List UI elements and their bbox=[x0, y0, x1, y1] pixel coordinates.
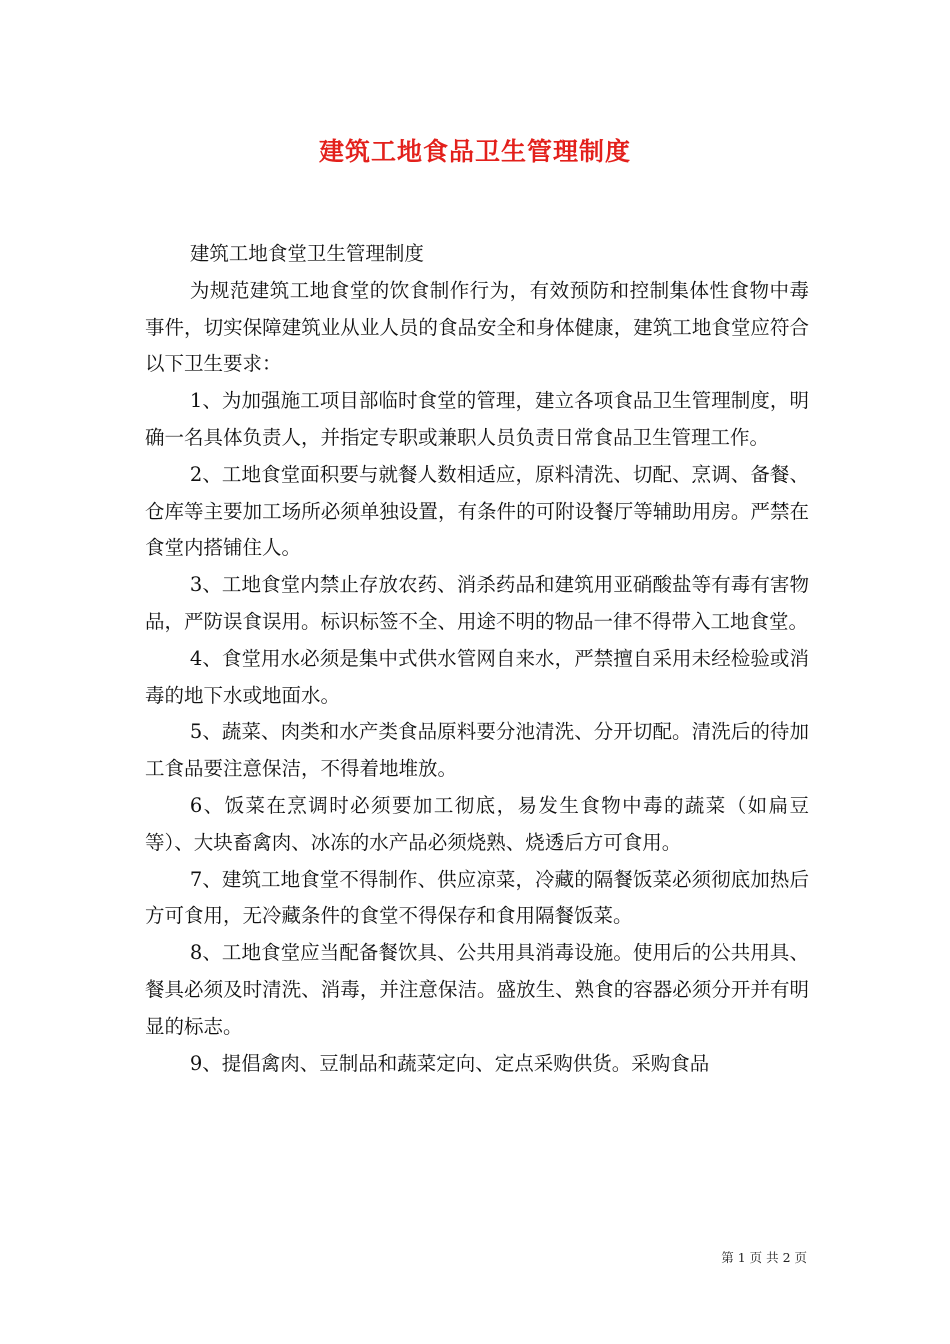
rule-item-9: 9、提倡禽肉、豆制品和蔬菜定向、定点采购供货。采购食品 bbox=[189, 1051, 710, 1075]
rule-item-3: 3、工地食堂内禁止存放农药、消杀药品和建筑用亚硝酸盐等有毒有害物品，严防误食误用。标识标签不全、用途不明的物品一律不得带入工地食堂。 bbox=[145, 573, 809, 633]
document-subtitle: 建筑工地食堂卫生管理制度 bbox=[189, 242, 424, 265]
document-body bbox=[145, 236, 809, 1082]
rule-item-6: 6、饭菜在烹调时必须要加工彻底，易发生食物中毒的蔬菜（如扁豆等）、大块畜禽肉、冰冻的水产品必须烧熟、烧透后方可食用。 bbox=[145, 793, 809, 854]
document-title: 建筑工地食品卫生管理制度 bbox=[318, 137, 631, 166]
rule-item-4: 4、食堂用水必须是集中式供水管网自来水，严禁擅自采用未经检验或消毒的地下水或地面水。 bbox=[145, 646, 809, 707]
rule-item-2: 2、工地食堂面积要与就餐人数相适应，原料清洗、切配、烹调、备餐、仓库等主要加工场所必须单独设置，有条件的可附设餐厅等辅助用房。严禁在食堂内搭铺住人。 bbox=[145, 462, 809, 560]
intro-paragraph: 为规范建筑工地食堂的饮食制作行为，有效预防和控制集体性食物中毒事件，切实保障建筑业从业人员的食品安全和身体健康，建筑工地食堂应符合以下卫生要求： bbox=[145, 278, 809, 376]
rule-item-8: 8、工地食堂应当配备餐饮具、公共用具消毒设施。使用后的公共用具、餐具必须及时清洗、消毒，并注意保洁。盛放生、熟食的容器必须分开并有明显的标志。 bbox=[145, 941, 809, 1038]
rule-item-5: 5、蔬菜、肉类和水产类食品原料要分池清洗、分开切配。清洗后的待加工食品要注意保洁，不得着地堆放。 bbox=[145, 720, 809, 781]
page-number: 第 1 页 共 2 页 bbox=[721, 1250, 807, 1265]
rule-item-1: 1、为加强施工项目部临时食堂的管理，建立各项食品卫生管理制度，明确一名具体负责人，并指定专职或兼职人员负责日常食品卫生管理工作。 bbox=[145, 389, 809, 449]
rule-item-7: 7、建筑工地食堂不得制作、供应凉菜，冷藏的隔餐饭菜必须彻底加热后方可食用，无冷藏条件的食堂不得保存和食用隔餐饭菜。 bbox=[145, 867, 809, 928]
